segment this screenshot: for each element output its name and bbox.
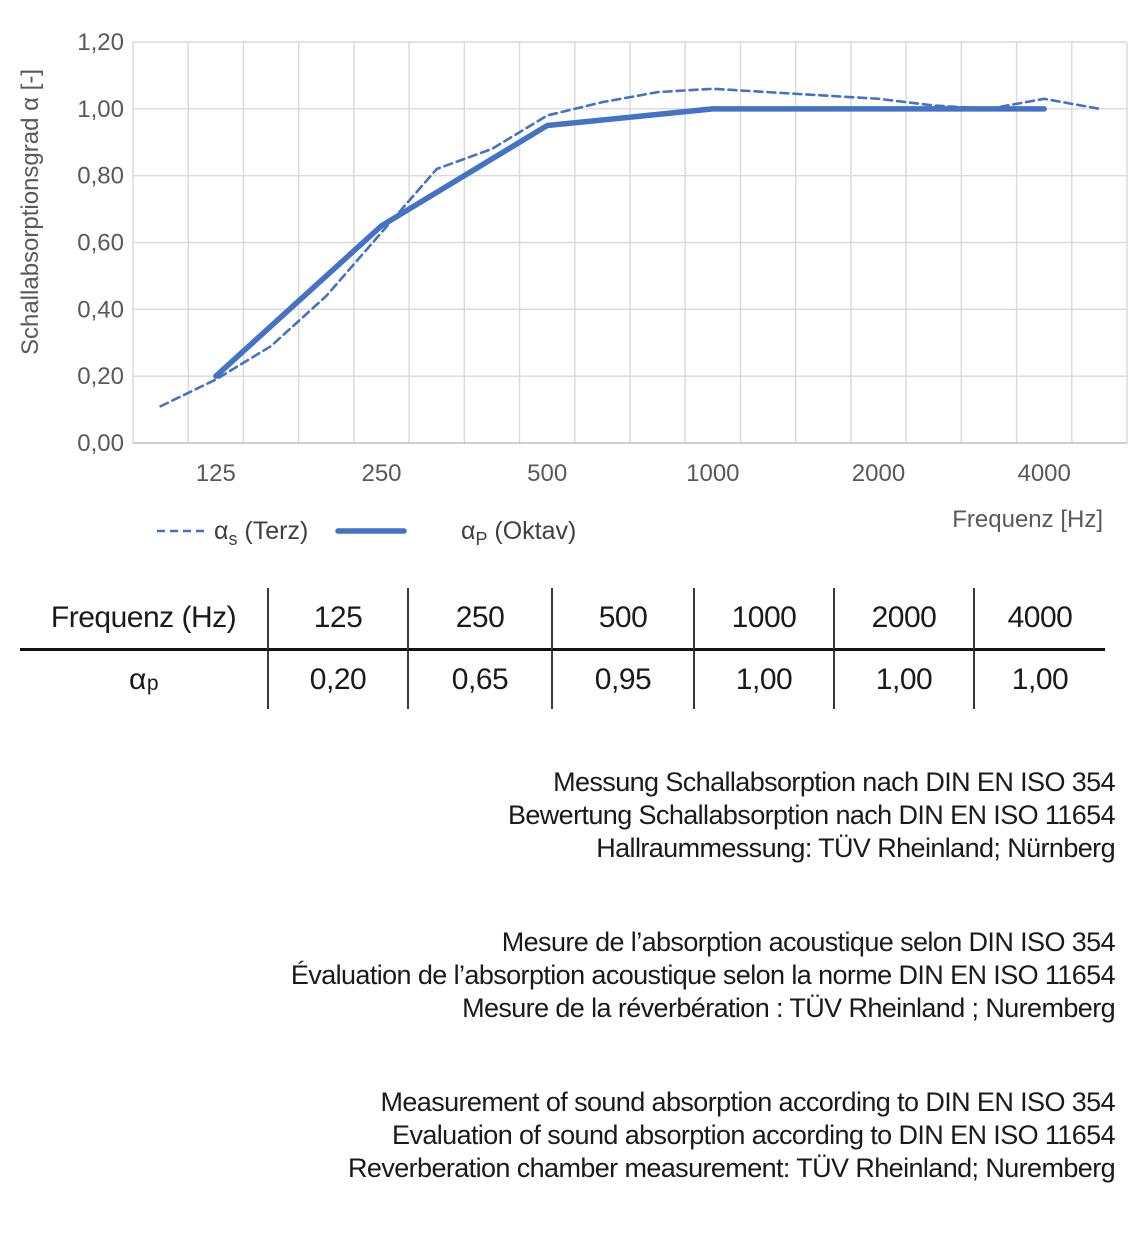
- table-row-label-alpha-p: [20, 651, 267, 709]
- notes-german: [0, 766, 1115, 865]
- note-line: Evaluation of sound absorption according to DIN EN ISO 11654: [392, 1120, 1115, 1150]
- note-line: Évaluation de l’absorption acoustique selon la norme DIN EN ISO 11654: [290, 960, 1115, 990]
- table-value-1000: 1,00: [693, 651, 833, 709]
- table-value-500: 0,95: [551, 651, 693, 709]
- alpha-subscript: p: [146, 672, 159, 695]
- x-axis-tick-labels: [196, 460, 1071, 487]
- svg-text:250: 250: [361, 460, 402, 487]
- x-axis-title: Frequenz [Hz]: [952, 506, 1103, 533]
- table-header-1000: 1000: [693, 588, 833, 651]
- legend-item-terz: [157, 517, 308, 549]
- svg-text:2000: 2000: [851, 460, 906, 487]
- note-line: Bewertung Schallabsorption nach DIN EN ISO 11654: [507, 800, 1115, 830]
- svg-text:0,20: 0,20: [77, 363, 124, 391]
- notes-english: [0, 1086, 1115, 1185]
- absorption-coefficient-table: [20, 588, 1105, 709]
- table-header-4000: 4000: [973, 588, 1105, 651]
- note-line: Reverberation chamber measurement: TÜV Rheinland; Nuremberg: [348, 1153, 1115, 1183]
- note-line: Hallraummessung: TÜV Rheinland; Nürnberg: [596, 833, 1115, 863]
- legend-label: $\alpha_P$ (Oktav): [461, 517, 577, 549]
- table-header-125: 125: [267, 588, 407, 651]
- table-value-125: 0,20: [267, 651, 407, 709]
- svg-text:0,00: 0,00: [77, 430, 124, 457]
- chart-gridlines: [133, 42, 1127, 443]
- note-line: Messung Schallabsorption nach DIN EN ISO 354: [553, 767, 1115, 797]
- svg-text:500: 500: [527, 460, 568, 487]
- table-header-2000: 2000: [833, 588, 973, 651]
- note-line: Measurement of sound absorption according to DIN EN ISO 354: [380, 1087, 1115, 1117]
- svg-text:0,80: 0,80: [77, 162, 124, 190]
- table-header-250: 250: [407, 588, 551, 651]
- svg-text:0,60: 0,60: [77, 229, 124, 257]
- legend-item-oktav: [338, 517, 576, 549]
- chart-legend: [157, 517, 576, 549]
- svg-text:1,20: 1,20: [77, 29, 124, 56]
- note-line: Mesure de la réverbération : TÜV Rheinland ; Nuremberg: [462, 993, 1115, 1023]
- svg-text:125: 125: [195, 460, 236, 487]
- y-axis-title: Schallabsorptionsgrad α [-]: [17, 68, 44, 356]
- table-value-250: 0,65: [407, 651, 551, 709]
- svg-text:0,40: 0,40: [77, 296, 124, 324]
- table-value-2000: 1,00: [833, 651, 973, 709]
- alpha-symbol: α: [128, 663, 146, 696]
- sound-absorption-chart: [0, 0, 1135, 560]
- y-axis-tick-labels: [77, 29, 124, 457]
- legend-label: $\alpha_s$ (Terz): [214, 517, 309, 549]
- svg-text:4000: 4000: [1017, 460, 1071, 487]
- notes-french: [0, 926, 1115, 1025]
- table-header-frequency: Frequenz (Hz): [20, 588, 267, 651]
- table-header-500: 500: [551, 588, 693, 651]
- svg-text:1000: 1000: [686, 460, 740, 487]
- svg-text:1,00: 1,00: [77, 95, 124, 123]
- note-line: Mesure de l’absorption acoustique selon DIN ISO 354: [501, 927, 1115, 957]
- table-value-4000: 1,00: [973, 651, 1105, 709]
